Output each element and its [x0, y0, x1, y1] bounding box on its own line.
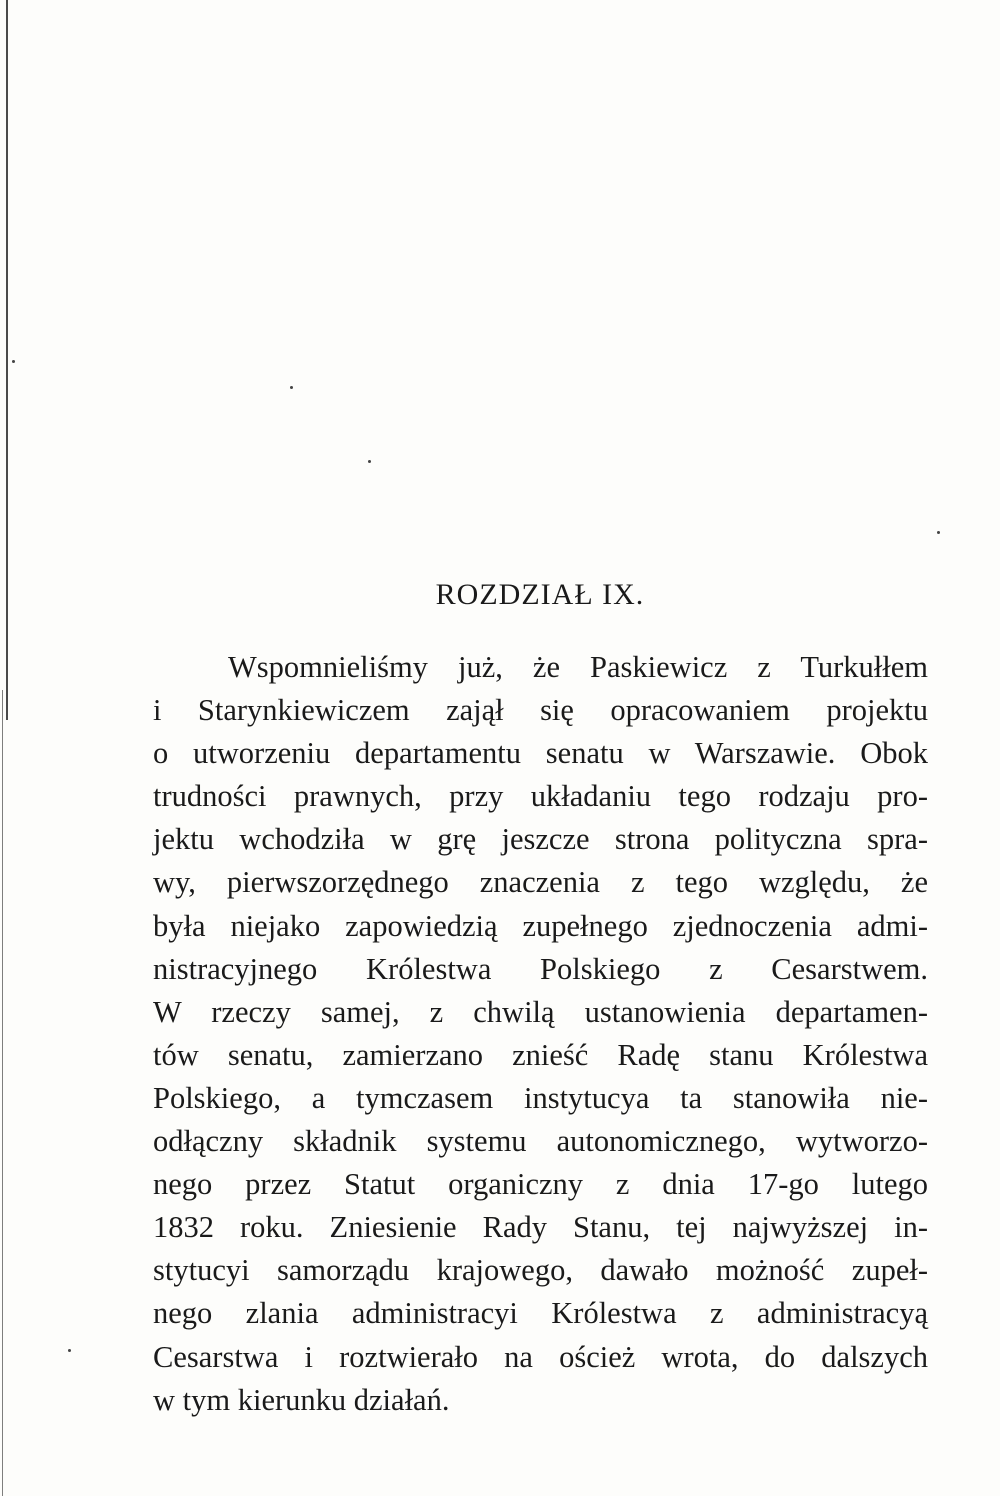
text-line: w tym kierunku działań.	[153, 1382, 450, 1417]
text-line: nego przez Statut organiczny z dnia 17-go lutego	[153, 1167, 928, 1202]
text-line: była niejako zapowiedzią zupełnego zjednoczenia admi-	[153, 908, 928, 943]
text-line: W rzeczy samej, z chwilą ustanowienia departamen-	[153, 994, 928, 1029]
text-line: stytucyi samorządu krajowego, dawało możność zupeł-	[153, 1253, 928, 1288]
print-speck	[12, 360, 15, 363]
text-line: trudności prawnych, przy układaniu tego rodzaju pro-	[153, 779, 928, 814]
text-line: odłączny składnik systemu autonomicznego, wytworzo-	[153, 1124, 928, 1159]
print-speck	[68, 1349, 71, 1352]
text-line: Polskiego, a tymczasem instytucya ta stanowiła nie-	[153, 1080, 928, 1115]
text-line: wy, pierwszorzędnego znaczenia z tego względu, że	[153, 865, 928, 900]
chapter-heading: ROZDZIAŁ IX.	[435, 578, 645, 611]
print-speck	[290, 386, 293, 389]
print-speck	[937, 531, 940, 534]
page-binding-edge	[6, 0, 8, 720]
text-line: i Starynkiewiczem zajął się opracowaniem projektu	[153, 693, 928, 728]
text-line: Wspomnieliśmy już, że Paskiewicz z Turkułłem	[228, 650, 928, 684]
text-line: jektu wchodziła w grę jeszcze strona polityczna spra-	[153, 822, 928, 857]
text-line: nistracyjnego Królestwa Polskiego z Cesarstwem.	[153, 951, 928, 986]
chapter-body-text	[153, 646, 928, 1422]
print-speck	[368, 460, 371, 463]
text-line: nego zlania administracyi Królestwa z administracyą	[153, 1296, 928, 1331]
text-line: o utworzeniu departamentu senatu w Warszawie. Obok	[153, 736, 928, 771]
text-line: Cesarstwa i roztwierało na oścież wrota, do dalszych	[153, 1339, 928, 1374]
page-binding-edge-lower	[2, 690, 3, 1496]
text-line: 1832 roku. Zniesienie Rady Stanu, tej najwyższej in-	[153, 1210, 928, 1245]
text-line: tów senatu, zamierzano znieść Radę stanu Królestwa	[153, 1037, 928, 1072]
